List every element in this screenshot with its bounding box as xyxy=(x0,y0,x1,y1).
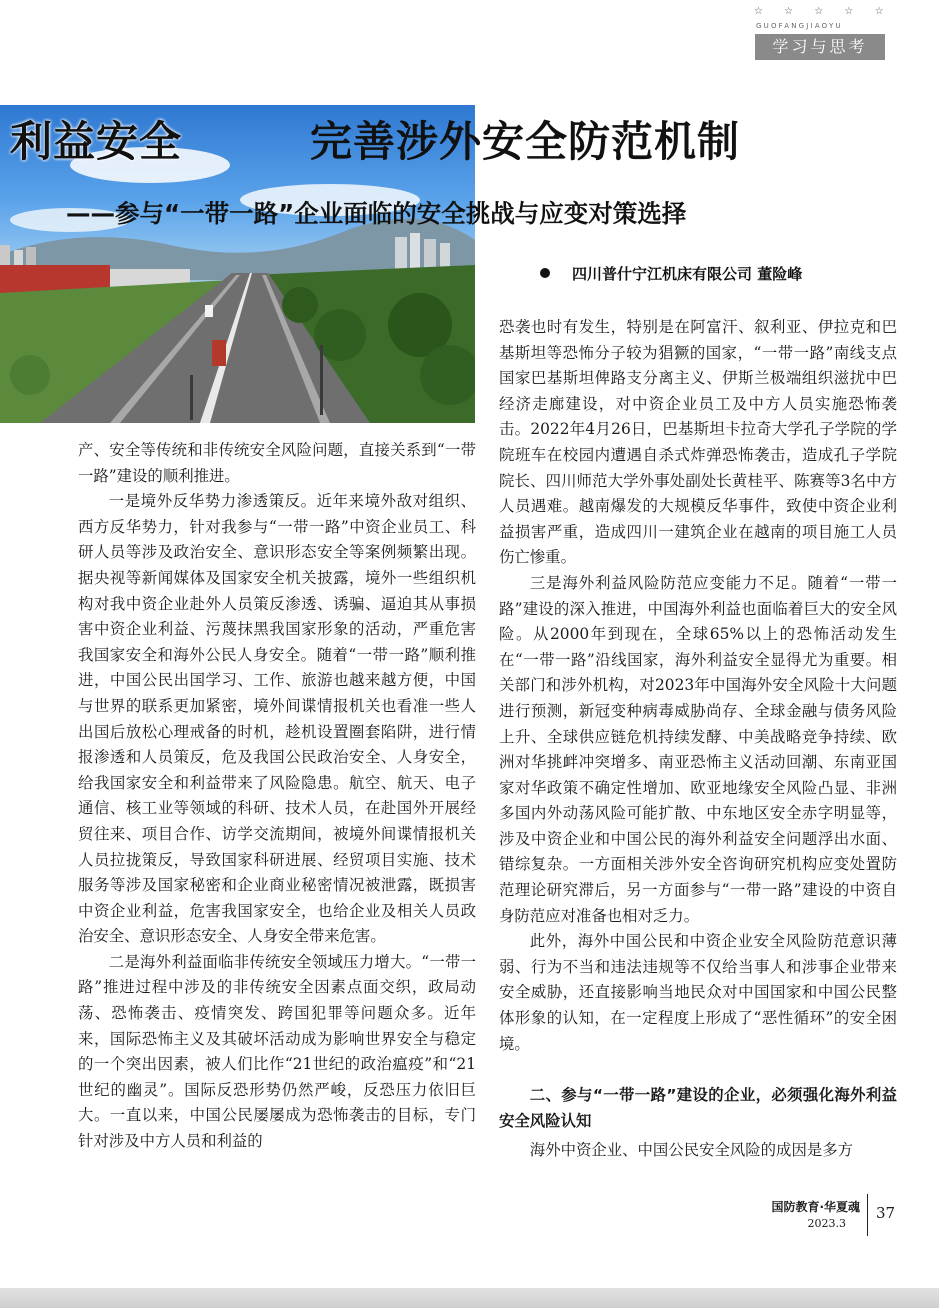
paragraph: 一是境外反华势力渗透策反。近年来境外敌对组织、西方反华势力，针对我参与“一带一路”中资企业员工、科研人员等涉及政治安全、意识形态安全等案例频繁出现。据央视等新闻媒体及国家安全机关披露，境外一些组织机构对我中资企业赴外人员策反渗透、诱骗、逼迫其从事损害中资企业利益、污蔑抹黑我国家形象的活动，严重危害我国家安全和海外公民人身安全。随着“一带一路”顺利推进，中国公民出国学习、工作、旅游也越来越方便，中国与世界的联系更加紧密，境外间谍情报机关也看准一些人出国后放松心理戒备的时机，趁机设置圈套陷阱，进行情报渗透和人员策反，危及我国公民政治安全、人身安全，给我国家安全和利益带来了风险隐患。航空、航天、电子通信、核工业等领域的科研、技术人员，在赴国外开展经贸往来、项目合作、访学交流期间，被境外间谍情报机关人员拉拢策反，导致国家科研进展、经贸项目实施、技术服务等涉及国家秘密和企业商业秘密情况被泄露，既损害中资企业利益，危害我国家安全，也给企业及相关人员政治安全、意识形态安全、人身安全带来危害。 xyxy=(78,492,476,946)
paragraph: 产、安全等传统和非传统安全风险问题，直接关系到“一带一路”建设的顺利推进。 xyxy=(78,441,476,485)
left-column xyxy=(78,438,476,1155)
page-number: 37 xyxy=(876,1204,896,1222)
paragraph: 恐袭也时有发生，特别是在阿富汗、叙利亚、伊拉克和巴基斯坦等恐怖分子较为猖獗的国家，“一带一路”南线支点国家巴基斯坦俾路支分离主义、伊斯兰极端组织滋扰中巴经济走廊建设，对中资企业员工及中方人员实施恐怖袭击。2022年4月26日，巴基斯坦卡拉奇大学孔子学院的学院班车在校园内遭遇自杀式炸弹恐怖袭击，造成孔子学院院长、四川师范大学外事处副处长黄桂平、陈赛等3名中方人员遇难。越南爆发的大规模反华事件，致使中资企业利益损害严重，造成四川一建筑企业在越南的项目施工人员伤亡惨重。 xyxy=(499,318,897,567)
magazine-pinyin: GUOFANGJIAOYU xyxy=(756,22,843,30)
title-left: 利益安全 xyxy=(10,117,183,166)
section-tag: 学习与思考 xyxy=(755,34,885,60)
footer-divider xyxy=(867,1194,868,1236)
page-bottom-edge xyxy=(0,1288,939,1308)
paragraph: 二是海外利益面临非传统安全领域压力增大。“一带一路”推进过程中涉及的非传统安全因素点面交织，政局动荡、恐怖袭击、疫情突发、跨国犯罪等问题众多。近年来，国际恐怖主义及其破坏活动成为影响世界安全与稳定的一个突出因素，被人们比作“21世纪的政治瘟疫”和“21世纪的幽灵”。国际反恐形势仍然严峻，反恐压力依旧巨大。一直以来，中国公民屡屡成为恐怖袭击的目标，专门针对涉及中方人员和利益的 xyxy=(78,952,476,1151)
article-subtitle: ——参与“一带一路”企业面临的安全挑战与应变对策选择 xyxy=(66,199,687,228)
title-right: 完善涉外安全防范机制 xyxy=(310,117,741,166)
footer-brand: 国防教育·华夏魂 xyxy=(771,1200,860,1214)
section-heading: 二、参与“一带一路”建设的企业，必须强化海外利益安全风险认知 xyxy=(499,1086,897,1130)
author-name: 四川普什宁江机床有限公司 董险峰 xyxy=(572,265,803,283)
author-line xyxy=(540,262,900,286)
rating-stars: ☆ ☆ ☆ ☆ ☆ xyxy=(754,6,893,17)
article-title xyxy=(10,112,740,172)
bullet-icon xyxy=(540,268,550,278)
footer-date: 2023.3 xyxy=(807,1217,846,1230)
paragraph: 此外，海外中国公民和中资企业安全风险防范意识薄弱、行为不当和违法违规等不仅给当事人和涉事企业带来安全威胁，还直接影响当地民众对中国国家和中国公民整体形象的认知，在一定程度上形成了“恶性循环”的安全困境。 xyxy=(499,932,897,1053)
paragraph: 海外中资企业、中国公民安全风险的成因是多方 xyxy=(529,1141,854,1160)
right-column xyxy=(499,315,897,1164)
paragraph: 三是海外利益风险防范应变能力不足。随着“一带一路”建设的深入推进，中国海外利益也面临着巨大的安全风险。从2000年到现在，全球65%以上的恐怖活动发生在“一带一路”沿线国家，海外利益安全显得尤为重要。相关部门和涉外机构，对2023年中国海外安全风险十大问题进行预测，新冠变种病毒威胁尚存、全球金融与债务风险上升、全球供应链危机持续发酵、中美战略竞争持续、欧洲对华挑衅冲突增多、南亚恐怖主义活动回潮、东南亚国家对华政策不确定性增加、欧亚地缘安全风险凸显、非洲多国内外动荡风险可能扩散、中东地区安全赤字明显等，涉及中资企业和中国公民的海外利益安全问题浮出水面、错综复杂。一方面相关涉外安全咨询研究机构应变处置防范理论研究滞后，另一方面参与“一带一路”建设的中资自身防范应对准备也相对乏力。 xyxy=(499,573,897,925)
